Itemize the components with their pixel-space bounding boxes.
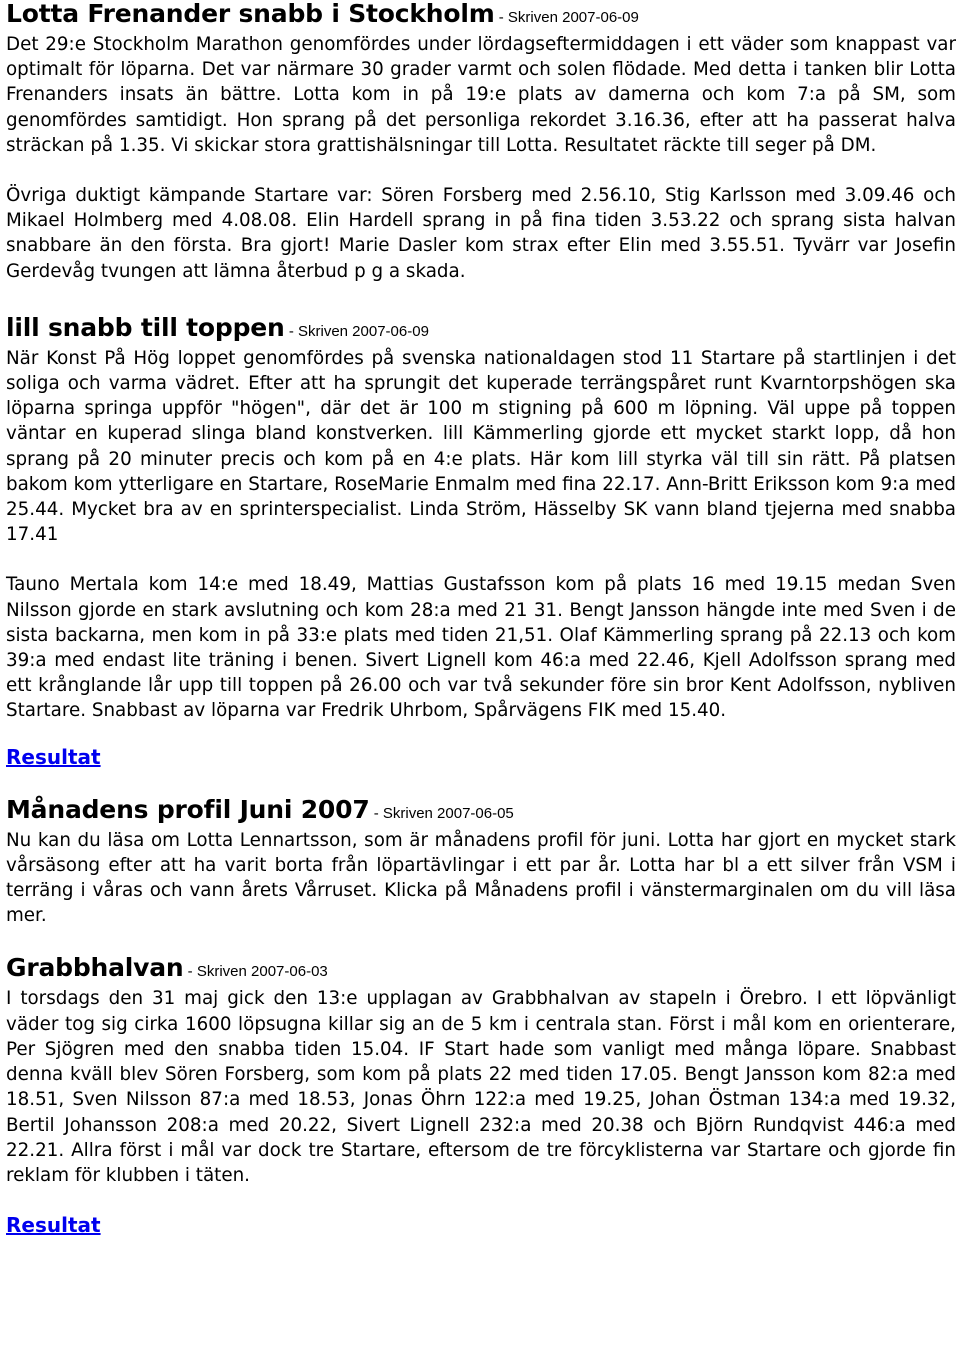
post-heading [6, 796, 956, 828]
news-post [6, 954, 956, 1238]
post-paragraph: När Konst På Hög loppet genomfördes på svenska nationaldagen stod 11 Startare på startlinjen i det soliga och varma vädret. Efter att ha sprungit det kuperade terrängspåret runt Kvarntorpshögen ska löparna springa uppför "högen", där det är 100 m stigning på 600 m löpning. Väl uppe på toppen väntar en kuperad slinga bland konstverken. lill Kämmerling gjorde ett mycket starkt lopp, då hon sprang på 20 minuter precis och kom på en 4:e plats. Här kom lill styrka väl till sin rätt. På platsen bakom kom ytterligare en Startare, RoseMarie Enmalm med fina 22.17. Ann-Britt Eriksson kom 9:a med 25.44. Mycket bra av en sprinterspecialist. Linda Ström, Hässelby SK vann bland tjejerna med snabba 17.41 [6, 347, 956, 546]
news-post [6, 796, 956, 929]
post-paragraph: Nu kan du läsa om Lotta Lennartsson, som är månadens profil för juni. Lotta har gjort en mycket stark vårsäsong efter att ha varit borta från löpartävlingar i ett par år. Lotta har bl a ett silver från VSM i terräng i våras och vann årets Vårruset. Klicka på Månadens profil i vänstermarginalen om du vill läsa mer. [6, 829, 956, 927]
post-date: - Skriven 2007-06-09 [284, 322, 429, 340]
post-title: Grabbhalvan [6, 953, 184, 983]
post-paragraph: Det 29:e Stockholm Marathon genomfördes under lördagseftermiddagen i ett väder som knappast var optimalt för löparna. Det var närmare 30 grader varmt och solen flödade. Med detta i tanken blir Lotta Frenanders insats än bättre. Lotta kom in på 19:e plats av damerna och kom 7:a på SM, som genomfördes samtidigt. Hon sprang på det personliga rekordet 3.16.36, efter att ha passerat halva sträckan på 1.35. Vi skickar stora grattishälsningar till Lotta. Resultatet räckte till seger på DM. [6, 34, 956, 156]
post-heading [6, 0, 956, 32]
news-post [6, 0, 956, 284]
post-paragraph: Tauno Mertala kom 14:e med 18.49, Mattias Gustafsson kom på plats 16 med 19.15 medan Sven Nilsson gjorde en stark avslutning och kom 28:a med 21 31. Bengt Jansson hängde inte med Sven i de sista backarna, men kom in på 33:e plats med tiden 21,51. Olaf Kämmerling sprang på 22.13 och kom 39:a med endast lite träning i benen. Sivert Lignell kom 46:a med 22.46, Kjell Adolfsson sprang med ett krånglande lår upp till toppen på 26.00 och var två sekunder före sin bror Kent Adolfsson, nybliven Startare. Snabbast av löparna var Fredrik Uhrbom, Spårvägens FIK med 15.40. [6, 574, 956, 722]
post-heading [6, 954, 956, 986]
post-date: - Skriven 2007-06-09 [494, 9, 639, 26]
post-heading [6, 314, 956, 346]
result-link[interactable]: Resultat [6, 1213, 101, 1238]
post-title: Månadens profil Juni 2007 [6, 794, 370, 824]
post-title: lill snabb till toppen [6, 312, 285, 342]
news-post [6, 314, 956, 770]
post-title: Lotta Frenander snabb i Stockholm [6, 0, 495, 28]
post-date: - Skriven 2007-06-05 [369, 804, 514, 822]
post-paragraph: I torsdags den 31 maj gick den 13:e upplagan av Grabbhalvan av stapeln i Örebro. I ett löpvänligt väder tog sig cirka 1600 löpsugna killar sig an de 5 km i centrala stan. Först i mål kom en orienterare, Per Sjögren med den snabba tiden 15.04. IF Start hade som vanligt med många löpare. Snabbast denna kväll blev Sören Forsberg, som kom på plats 22 med tiden 17.05. Bengt Jansson kom 82:a med 18.51, Sven Nilsson 87:a med 18.53, Jonas Öhrn 122:a med 19.25, Johan Östman 134:a med 19.32, Bertil Johansson 208:a med 20.22, Sivert Lignell 232:a med 20.38 och Björn Rundqvist 446:a med 22.21. Allra först i mål var dock tre Startare, eftersom de tre förcyklisterna var Startare och gjorde fin reklam för klubben i täten. [6, 988, 956, 1186]
post-paragraph: Övriga duktigt kämpande Startare var: Sören Forsberg med 2.56.10, Stig Karlsson med 3.09.46 och Mikael Holmberg med 4.08.08. Elin Hardell sprang in på fina tiden 3.53.22 och sprang sista halvan snabbare än den första. Bra gjort! Marie Dasler kom strax efter Elin med 3.55.51. Tyvärr var Josefin Gerdevåg tvungen att lämna återbud p g a skada. [6, 185, 956, 282]
post-date: - Skriven 2007-06-03 [183, 963, 328, 981]
result-link[interactable]: Resultat [6, 744, 101, 769]
